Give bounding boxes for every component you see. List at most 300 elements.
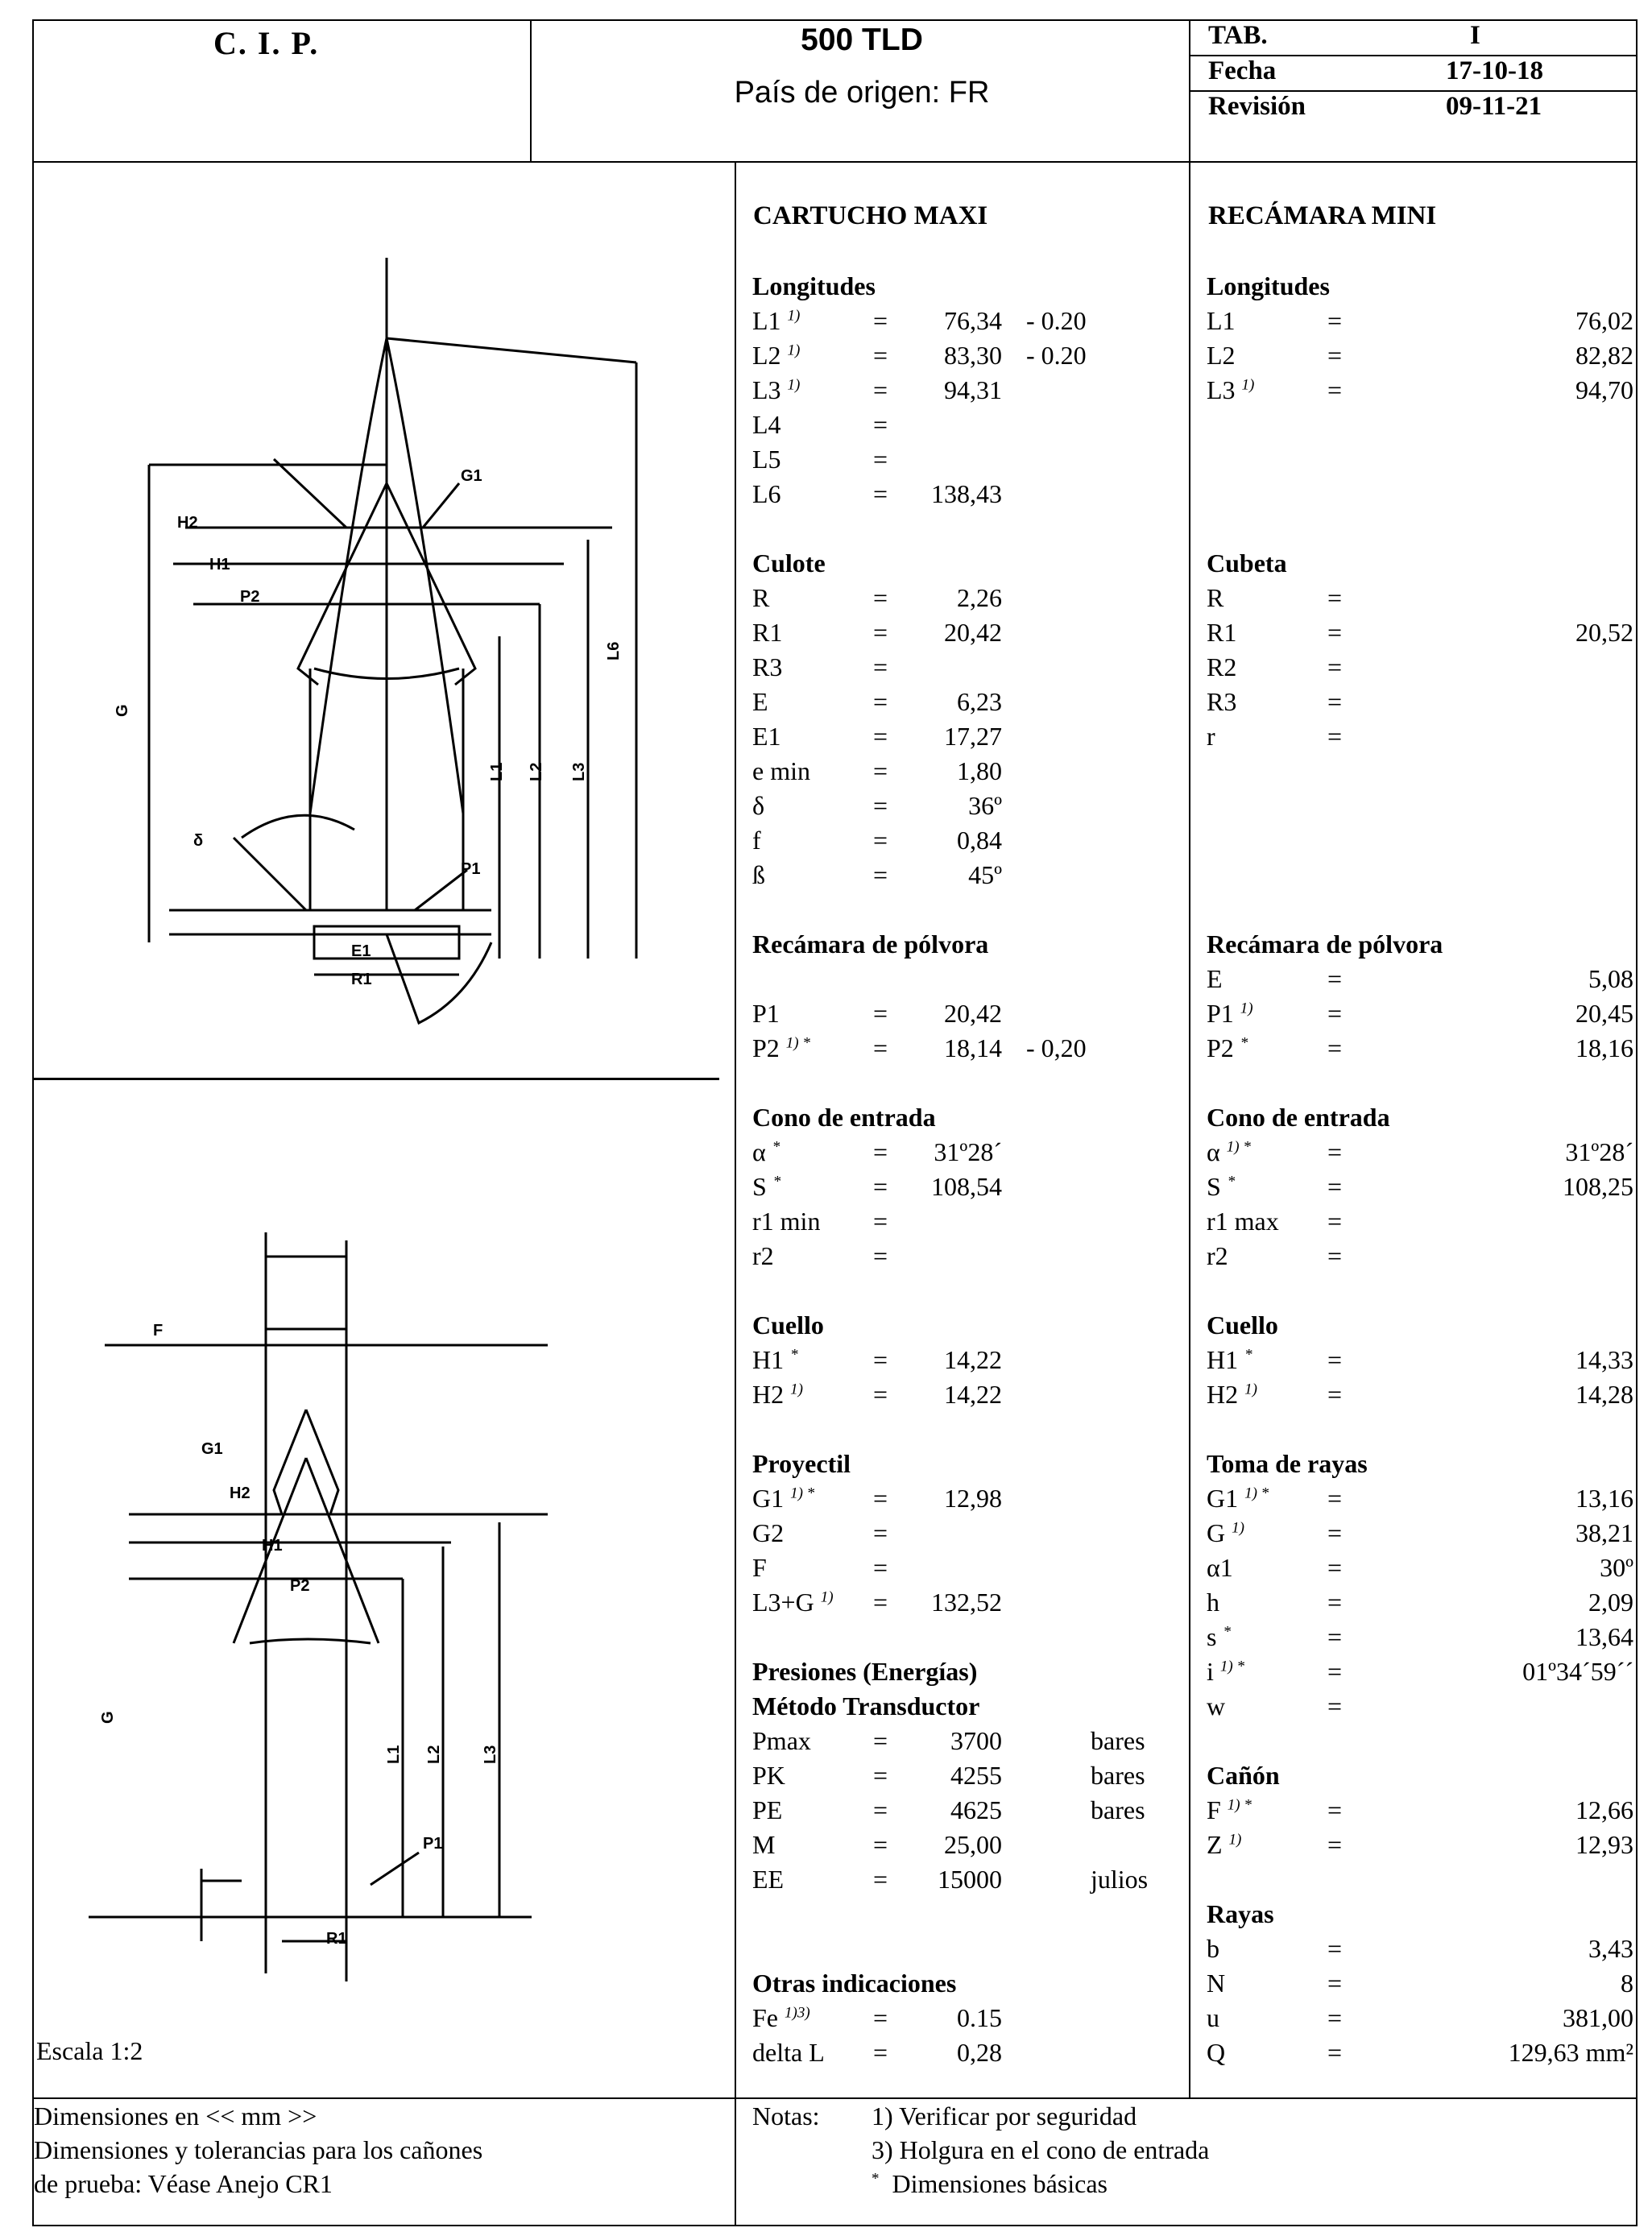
cartucho-value: 31º28´ — [934, 1137, 1002, 1166]
recamara-param-label: N — [1207, 1969, 1226, 1998]
cartucho-param-label: PK — [752, 1761, 785, 1790]
cartucho-param-name — [752, 304, 800, 338]
cartucho-equals: = — [873, 1865, 888, 1894]
cartucho-value: 36º — [968, 791, 1002, 820]
recamara-param-name — [1207, 719, 1215, 754]
recamara-row — [1207, 338, 1633, 373]
chamber-drawing — [81, 1224, 644, 1981]
cartucho-row — [752, 1932, 1187, 1966]
cartucho-row — [752, 1343, 1187, 1377]
cartucho-equals: = — [873, 1795, 888, 1824]
cartucho-row — [752, 1724, 1187, 1758]
recamara-param-name — [1207, 2001, 1219, 2035]
cartucho-param-name — [752, 408, 781, 442]
recamara-row — [1207, 477, 1633, 511]
cartucho-param-label: r2 — [752, 1241, 774, 1270]
recamara-row — [1207, 1862, 1633, 1897]
cartucho-param-name — [752, 685, 768, 719]
fecha-value: 17-10-18 — [1446, 56, 1543, 85]
cartucho-param-name — [752, 1551, 767, 1585]
recamara-param-name — [1207, 962, 1223, 996]
cartucho-equals: = — [873, 445, 888, 474]
footer-left — [34, 2099, 727, 2201]
recamara-row — [1207, 304, 1633, 338]
cartucho-footnote-mark: 1) — [787, 342, 801, 359]
recamara-param-label: G — [1207, 1518, 1226, 1547]
cartucho-param-label: L4 — [752, 410, 781, 439]
cartucho-equals: = — [873, 756, 888, 785]
recamara-row — [1207, 1170, 1633, 1204]
recamara-param-label: u — [1207, 2003, 1219, 2032]
recamara-value: 13,16 — [1575, 1484, 1633, 1513]
note-text: Dimensiones básicas — [892, 2169, 1108, 2198]
cartucho-param-name — [752, 1481, 814, 1516]
recamara-row — [1207, 1273, 1633, 1308]
tab-label: TAB. — [1208, 21, 1268, 50]
recamara-row — [1207, 1308, 1633, 1343]
recamara-value: 94,70 — [1575, 375, 1633, 404]
cartucho-section-heading: Longitudes — [752, 271, 876, 300]
recamara-param-label: i — [1207, 1657, 1214, 1686]
cartucho-param-label: R3 — [752, 652, 783, 681]
origin-country: País de origen: FR — [734, 76, 990, 110]
cartucho-equals: = — [873, 1241, 888, 1270]
cartucho-tolerance: - 0,20 — [1026, 1033, 1087, 1062]
recamara-equals: = — [1327, 375, 1343, 404]
recamara-section-heading: Recámara de pólvora — [1207, 930, 1443, 959]
cartucho-value: 132,52 — [931, 1588, 1002, 1617]
cartucho-equals: = — [873, 1172, 888, 1201]
cartucho-table — [752, 269, 1187, 2070]
cartucho-param-name — [752, 2035, 825, 2070]
cartucho-footnote-mark: 1) — [787, 307, 801, 325]
scale-label: Escala 1:2 — [36, 2036, 143, 2065]
svg-text:L6: L6 — [605, 641, 623, 660]
recamara-param-name — [1207, 2035, 1225, 2070]
recamara-row — [1207, 1031, 1633, 1066]
recamara-param-name — [1207, 1966, 1225, 2001]
recamara-param-name — [1207, 996, 1253, 1031]
recamara-section-heading: Toma de rayas — [1207, 1449, 1368, 1478]
cartucho-param-label: G2 — [752, 1518, 785, 1547]
cartucho-section-heading: Otras indicaciones — [752, 1969, 957, 1998]
cartucho-equals: = — [873, 410, 888, 439]
note-star: * — [872, 2170, 880, 2188]
recamara-equals: = — [1327, 1657, 1343, 1686]
cartucho-row — [752, 1412, 1187, 1447]
cartucho-param-label: δ — [752, 791, 765, 820]
svg-text:δ: δ — [193, 832, 204, 850]
svg-text:E1: E1 — [351, 942, 371, 960]
recamara-param-label: s — [1207, 1622, 1217, 1651]
recamara-param-label: R2 — [1207, 652, 1237, 681]
cartucho-footnote-mark: 1) — [790, 1381, 803, 1398]
svg-text:G: G — [99, 1711, 117, 1724]
cartucho-param-name — [752, 719, 781, 754]
recamara-footnote-mark: 1) * — [1219, 1658, 1244, 1675]
footer-line: Dimensiones y tolerancias para los cañones — [34, 2135, 483, 2164]
cartucho-param-name — [752, 1377, 803, 1412]
cartucho-row — [752, 823, 1187, 858]
recamara-value: 31º28´ — [1565, 1137, 1633, 1166]
cartucho-unit: bares — [1091, 1795, 1145, 1824]
cartucho-tolerance: - 0.20 — [1026, 341, 1087, 370]
recamara-param-label: Z — [1207, 1830, 1223, 1859]
cartucho-param-label: E — [752, 687, 768, 716]
recamara-param-label: L2 — [1207, 341, 1236, 370]
recamara-equals: = — [1327, 1969, 1343, 1998]
cartucho-row — [752, 1551, 1187, 1585]
cartucho-param-name — [752, 1793, 782, 1828]
svg-text:P2: P2 — [240, 588, 260, 606]
recamara-value: 3,43 — [1588, 1934, 1633, 1963]
recamara-equals: = — [1327, 964, 1343, 993]
recamara-row — [1207, 1447, 1633, 1481]
cartucho-row — [752, 511, 1187, 546]
recamara-param-label: L3 — [1207, 375, 1236, 404]
cartucho-row — [752, 581, 1187, 615]
recamara-param-name — [1207, 1689, 1225, 1724]
cartucho-param-label: α — [752, 1137, 766, 1166]
recamara-param-label: w — [1207, 1691, 1226, 1720]
recamara-equals: = — [1327, 1137, 1343, 1166]
cartucho-param-label: ß — [752, 860, 765, 889]
cartucho-param-name — [752, 477, 781, 511]
cartucho-value: 20,42 — [944, 618, 1002, 647]
svg-text:H1: H1 — [209, 556, 230, 573]
recamara-row — [1207, 1204, 1633, 1239]
cartucho-tolerance: - 0.20 — [1026, 306, 1087, 335]
cartucho-param-name — [752, 823, 761, 858]
recamara-row — [1207, 650, 1633, 685]
cartucho-value: 18,14 — [944, 1033, 1002, 1062]
recamara-row — [1207, 511, 1633, 546]
cartucho-row — [752, 1066, 1187, 1100]
cartucho-param-name — [752, 1135, 780, 1170]
recamara-equals: = — [1327, 1207, 1343, 1236]
recamara-row — [1207, 1620, 1633, 1654]
cartucho-row — [752, 892, 1187, 927]
recamara-param-label: r1 max — [1207, 1207, 1279, 1236]
recamara-row — [1207, 1828, 1633, 1862]
cartucho-param-name — [752, 754, 810, 789]
recamara-value: 13,64 — [1575, 1622, 1633, 1651]
recamara-row — [1207, 1100, 1633, 1135]
recamara-row — [1207, 1481, 1633, 1516]
cartucho-equals: = — [873, 1726, 888, 1755]
recamara-row — [1207, 373, 1633, 408]
recamara-param-label: P1 — [1207, 999, 1234, 1028]
recamara-equals: = — [1327, 1380, 1343, 1409]
cartucho-param-label: L3 — [752, 375, 781, 404]
cartucho-param-name — [752, 1516, 784, 1551]
recamara-equals: = — [1327, 2003, 1343, 2032]
cartucho-equals: = — [873, 1207, 888, 1236]
recamara-row — [1207, 615, 1633, 650]
recamara-row — [1207, 546, 1633, 581]
svg-text:P1: P1 — [461, 860, 481, 878]
recamara-row — [1207, 2035, 1633, 2070]
recamara-value: 2,09 — [1588, 1588, 1633, 1617]
recamara-footnote-mark: * — [1244, 1346, 1252, 1364]
recamara-row — [1207, 754, 1633, 789]
svg-text:L2: L2 — [425, 1745, 443, 1764]
recamara-param-label: G1 — [1207, 1484, 1239, 1513]
cartucho-param-name — [752, 581, 769, 615]
recamara-param-label: h — [1207, 1588, 1219, 1617]
recamara-value: 8 — [1621, 1969, 1633, 1998]
recamara-equals: = — [1327, 1934, 1343, 1963]
cartucho-row — [752, 1273, 1187, 1308]
cartucho-equals: = — [873, 1033, 888, 1062]
cartucho-row — [752, 1585, 1187, 1620]
cartucho-value: 3700 — [950, 1726, 1002, 1755]
recamara-param-name — [1207, 685, 1236, 719]
cartucho-param-name — [752, 1758, 785, 1793]
recamara-value: 381,00 — [1563, 2003, 1633, 2032]
recamara-equals: = — [1327, 1172, 1343, 1201]
recamara-value: 108,25 — [1563, 1172, 1633, 1201]
recamara-param-name — [1207, 1377, 1257, 1412]
recamara-equals: = — [1327, 1588, 1343, 1617]
recamara-section-heading: Rayas — [1207, 1899, 1274, 1928]
recamara-value: 20,45 — [1575, 999, 1633, 1028]
svg-text:R1: R1 — [351, 971, 372, 988]
cartucho-equals: = — [873, 1380, 888, 1409]
cartucho-value: 94,31 — [944, 375, 1002, 404]
cartucho-section-heading: Cono de entrada — [752, 1103, 936, 1132]
cartucho-equals: = — [873, 1518, 888, 1547]
recamara-title: RECÁMARA MINI — [1208, 201, 1437, 230]
cartucho-param-label: R — [752, 583, 770, 612]
notes-list — [872, 2099, 1209, 2201]
cartucho-row — [752, 927, 1187, 962]
svg-text:G1: G1 — [201, 1440, 223, 1458]
svg-text:H2: H2 — [177, 514, 198, 532]
recamara-row — [1207, 408, 1633, 442]
recamara-value: 12,66 — [1575, 1795, 1633, 1824]
cartucho-value: 12,98 — [944, 1484, 1002, 1513]
cartucho-footnote-mark: * — [772, 1173, 781, 1190]
cartucho-row — [752, 615, 1187, 650]
recamara-row — [1207, 269, 1633, 304]
svg-text:H1: H1 — [262, 1537, 283, 1555]
cartucho-equals: = — [873, 341, 888, 370]
cartucho-section-heading: Recámara de pólvora — [752, 930, 989, 959]
recamara-equals: = — [1327, 618, 1343, 647]
recamara-row — [1207, 442, 1633, 477]
recamara-row — [1207, 1897, 1633, 1932]
cartucho-row — [752, 754, 1187, 789]
recamara-param-name — [1207, 1135, 1251, 1170]
recamara-footnote-mark: 1) — [1241, 376, 1255, 394]
cartucho-row — [752, 408, 1187, 442]
recamara-param-name — [1207, 650, 1236, 685]
recamara-param-label: Q — [1207, 2038, 1226, 2067]
recamara-value: 12,93 — [1575, 1830, 1633, 1859]
cartucho-footnote-mark: 1) * — [790, 1484, 815, 1502]
recamara-param-label: r2 — [1207, 1241, 1228, 1270]
cartucho-section-heading: Método Transductor — [752, 1691, 980, 1720]
cartucho-row — [752, 789, 1187, 823]
cartucho-param-name — [752, 996, 780, 1031]
svg-text:L1: L1 — [488, 762, 506, 781]
cartucho-param-name — [752, 1828, 775, 1862]
cartucho-param-name — [752, 373, 800, 408]
cartucho-param-label: S — [752, 1172, 767, 1201]
recamara-value: 76,02 — [1575, 306, 1633, 335]
recamara-param-name — [1207, 1170, 1235, 1204]
recamara-equals: = — [1327, 2038, 1343, 2067]
recamara-row — [1207, 2001, 1633, 2035]
cartucho-equals: = — [873, 791, 888, 820]
cartucho-param-label: L2 — [752, 341, 781, 370]
recamara-param-label: H1 — [1207, 1345, 1239, 1374]
recamara-row — [1207, 1516, 1633, 1551]
recamara-param-label: H2 — [1207, 1380, 1239, 1409]
recamara-footnote-mark: * — [1240, 1034, 1248, 1052]
tab-value: I — [1470, 21, 1480, 50]
recamara-section-heading: Cubeta — [1207, 549, 1287, 578]
recamara-section-heading: Cañón — [1207, 1761, 1280, 1790]
cartucho-equals: = — [873, 306, 888, 335]
cartucho-param-label: delta L — [752, 2038, 825, 2067]
recamara-equals: = — [1327, 1622, 1343, 1651]
note-item — [872, 2167, 1209, 2201]
cartucho-row — [752, 1654, 1187, 1689]
svg-text:P2: P2 — [290, 1577, 310, 1595]
note-item: 3) Holgura en el cono de entrada — [872, 2135, 1210, 2164]
recamara-value: 82,82 — [1575, 341, 1633, 370]
recamara-param-label: L1 — [1207, 306, 1236, 335]
recamara-param-label: R — [1207, 583, 1224, 612]
cartucho-value: 108,54 — [931, 1172, 1002, 1201]
recamara-row — [1207, 1551, 1633, 1585]
cartucho-equals: = — [873, 1137, 888, 1166]
recamara-param-name — [1207, 1828, 1241, 1862]
cartucho-row — [752, 650, 1187, 685]
cartucho-section-heading: Culote — [752, 549, 826, 578]
cartucho-param-name — [752, 1170, 780, 1204]
svg-text:L1: L1 — [385, 1745, 403, 1764]
recamara-equals: = — [1327, 1241, 1343, 1270]
cartucho-param-name — [752, 1343, 798, 1377]
recamara-param-name — [1207, 1654, 1244, 1689]
cartucho-param-label: E1 — [752, 722, 781, 751]
cartucho-row — [752, 1204, 1187, 1239]
recamara-row — [1207, 996, 1633, 1031]
recamara-value: 20,52 — [1575, 618, 1633, 647]
notes-label: Notas: — [752, 2101, 820, 2130]
cartucho-row — [752, 1377, 1187, 1412]
cartucho-param-label: PE — [752, 1795, 783, 1824]
recamara-table — [1207, 269, 1633, 2070]
cartucho-equals: = — [873, 722, 888, 751]
cartucho-value: 14,22 — [944, 1380, 1002, 1409]
note-item: 1) Verificar por seguridad — [872, 2101, 1137, 2130]
svg-text:P1: P1 — [423, 1835, 443, 1853]
cartucho-value: 0.15 — [957, 2003, 1002, 2032]
recamara-row — [1207, 581, 1633, 615]
svg-text:G1: G1 — [461, 467, 482, 485]
recamara-param-label: α1 — [1207, 1553, 1233, 1582]
cartucho-param-name — [752, 2001, 810, 2035]
svg-text:H2: H2 — [230, 1484, 250, 1502]
footer-line: Dimensiones en << mm >> — [34, 2101, 317, 2130]
recamara-equals: = — [1327, 722, 1343, 751]
recamara-value: 5,08 — [1588, 964, 1633, 993]
cartucho-value: 4255 — [950, 1761, 1002, 1790]
cartucho-param-label: Pmax — [752, 1726, 811, 1755]
cartucho-param-name — [752, 1031, 810, 1066]
cartucho-row — [752, 1862, 1187, 1897]
cartucho-row — [752, 1828, 1187, 1862]
cartucho-section-heading: Cuello — [752, 1311, 824, 1340]
recamara-equals: = — [1327, 1033, 1343, 1062]
recamara-row — [1207, 1689, 1633, 1724]
recamara-footnote-mark: 1) — [1244, 1381, 1257, 1398]
cartucho-footnote-mark: 1) — [820, 1588, 834, 1606]
recamara-param-name — [1207, 1031, 1248, 1066]
recamara-row — [1207, 858, 1633, 892]
recamara-equals: = — [1327, 583, 1343, 612]
recamara-value: 38,21 — [1575, 1518, 1633, 1547]
cartucho-row — [752, 719, 1187, 754]
recamara-value: 129,63 mm² — [1508, 2038, 1633, 2067]
model-name: 500 TLD — [801, 23, 923, 57]
recamara-param-label: α — [1207, 1137, 1220, 1166]
cartucho-row — [752, 546, 1187, 581]
recamara-param-name — [1207, 1516, 1244, 1551]
recamara-section-heading: Longitudes — [1207, 271, 1330, 300]
cartucho-param-name — [752, 858, 765, 892]
svg-text:L3: L3 — [482, 1745, 499, 1764]
cartucho-param-label: L5 — [752, 445, 781, 474]
org-name: C. I. P. — [213, 25, 320, 61]
recamara-footnote-mark: 1) — [1240, 1000, 1253, 1017]
cartucho-equals: = — [873, 479, 888, 508]
recamara-row — [1207, 1654, 1633, 1689]
cartucho-value: 1,80 — [957, 756, 1002, 785]
recamara-param-name — [1207, 1481, 1269, 1516]
recamara-footnote-mark: 1) * — [1227, 1796, 1252, 1814]
cartucho-param-label: f — [752, 826, 761, 855]
cartridge-drawing — [113, 250, 709, 1047]
cartucho-value: 45º — [968, 860, 1002, 889]
cartucho-param-label: M — [752, 1830, 776, 1859]
cartucho-row — [752, 1966, 1187, 2001]
recamara-param-name — [1207, 304, 1236, 338]
footer-line: de prueba: Véase Anejo CR1 — [34, 2169, 333, 2198]
recamara-equals: = — [1327, 1830, 1343, 1859]
recamara-param-name — [1207, 615, 1236, 650]
cartucho-row — [752, 1758, 1187, 1793]
cartucho-value: 25,00 — [944, 1830, 1002, 1859]
cartucho-equals: = — [873, 860, 888, 889]
cartucho-equals: = — [873, 999, 888, 1028]
cartucho-row — [752, 304, 1187, 338]
cartucho-value: 76,34 — [944, 306, 1002, 335]
recamara-row — [1207, 1932, 1633, 1966]
recamara-row — [1207, 1585, 1633, 1620]
recamara-param-name — [1207, 1585, 1219, 1620]
recamara-param-label: P2 — [1207, 1033, 1234, 1062]
svg-text:R1: R1 — [326, 1930, 347, 1948]
recamara-row — [1207, 927, 1633, 962]
cartucho-value: 0,28 — [957, 2038, 1002, 2067]
cartucho-value: 0,84 — [957, 826, 1002, 855]
cartucho-row — [752, 996, 1187, 1031]
